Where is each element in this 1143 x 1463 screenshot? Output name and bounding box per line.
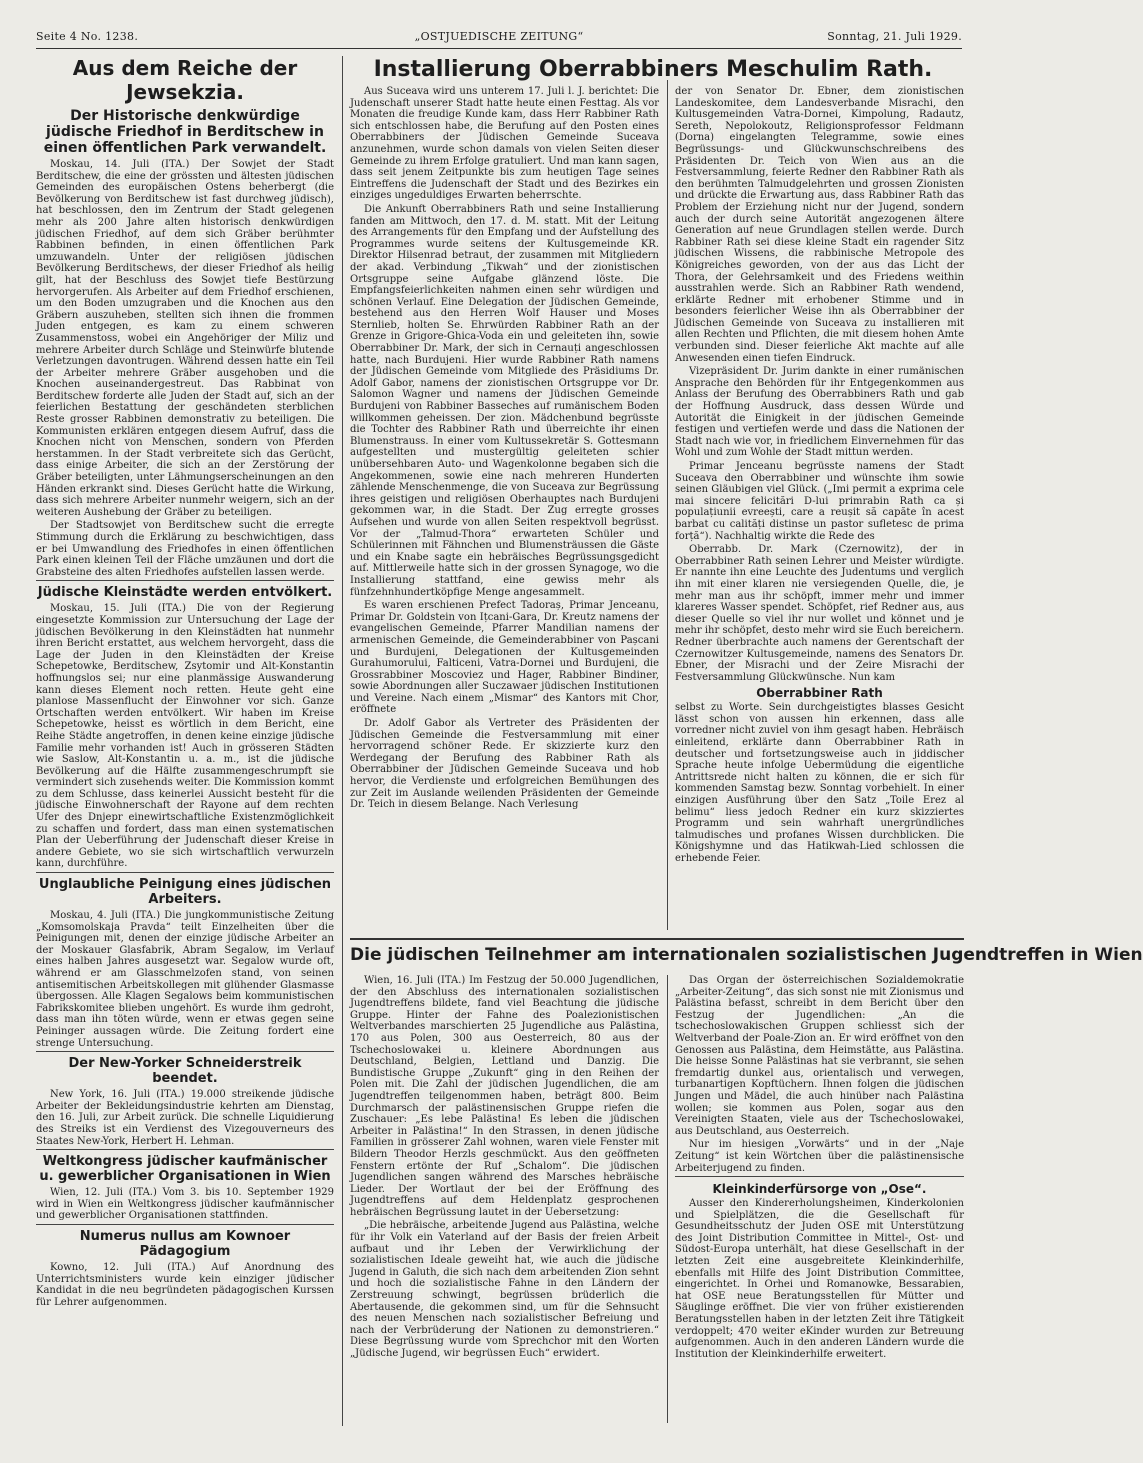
column-rule-2 [667, 80, 668, 930]
divider [36, 1149, 334, 1150]
divider [36, 580, 334, 581]
article-title-schneiderstreik: Der New-Yorker Schneiderstreik beendet. [68, 1056, 302, 1087]
newspaper-name: „OSTJUEDISCHE ZEITUNG“ [414, 30, 584, 43]
running-header [36, 30, 962, 48]
article-body: Nur im hiesigen „Vorwärts“ und in der „Naje Zeitung“ ist kein Wörtchen über die palästinensische Arbeiterjugend zu finden. [675, 1139, 964, 1174]
column-rule-3 [667, 975, 668, 1423]
article-body: Dr. Adolf Gabor als Vertreter des Präsidenten der Jüdischen Gemeinde die Festversammlung mit einer hervorragend schöner Rede. Er skizzierte kurz den Werdegang der Berufung des Rabbiner Rath als Oberrabbiner der Jüdischen Gemeinde Suceava und hob hervor, die Verdienste und erfolgreichen Bemühungen des zur Zeit im Auslande weilenden Präsidenten der Gemeinde Dr. Teich in diesem Belange. Nach Verlesung [350, 718, 659, 811]
article-body: Primar Jenceanu begrüsste namens der Stadt Suceava den Oberrabbiner und wünschte ihm sowie seinen Gläubigen viel Glück. („Imi permit a exprima cele mai sincere felicitări D-lui primrabin Rath ca și populațiunii evreești, care a reușit să capăte în acest barbat cu calități distinse un pastor sufletesc de prima forță“). Nachhaltig wirkte die Rede des [675, 461, 964, 542]
article-body: Vizepräsident Dr. Jurim dankte in einer rumänischen Ansprache den Behörden für ihr Entgegenkommen aus Anlass der Berufung des Oberrabbiners Rath und gab der Hoffnung Ausdruck, dass dessen Würde und Autorität die Einigkeit in der jüdischen Gemeinde festigen und vertiefen werde und dass die Nationen der Stadt nach wie vor, in friedlichem Einvernehmen für das Wohl und zum Wohle der Stadt mittun werden. [675, 366, 964, 459]
article-title-jugendtreffen: Die jüdischen Teilnehmer am internationalen sozialistischen Jugendtreffen in Wien [350, 945, 1143, 965]
article-body: New York, 16. Juli (ITA.) 19.000 streikende jüdische Arbeiter der Bekleidungsindustrie kehrten am Dienstag, den 16. Juli, zur Arbeit zurück. Die schnelle Liquidierung des Streiks ist ein Verdienst des Vizegouverneurs des Staates New-York, Herbert H. Lehman. [36, 1089, 334, 1147]
header-rule [36, 48, 962, 49]
section-heading: Aus dem Reiche der Jewsekzia. [72, 56, 298, 104]
article-body: Es waren erschienen Prefect Tadoraș, Primar Jenceanu, Primar Dr. Goldstein von Ițcani-Gara, Dr. Kreutz namens der evangelischen Gemeinde, Pfarrer Mandilian namens der armenischen Gemeinde, die Gemeinderabbiner von Pașcani und Burdujeni, Delegationen der Kultusgemeinden Gurahumorului, Falticeni, Vatra-Dornei und Burdujeni, die Grossrabbiner Moscoviez und Hager, Rabbiner Bindiner, sowie Abordnungen aller Suczawaer jüdischen Institutionen und Vereine. Nach einem „Mismar“ des Kantors mit Chor, eröffnete [350, 600, 659, 716]
divider [36, 1051, 334, 1052]
article-body: der von Senator Dr. Ebner, dem zionistischen Landeskomitee, dem Landesverbande Misrachi, den Kultusgemeinden Vatra-Dornei, Kimpolung, Radautz, Sereth, Nepolokoutz, Religionsprofessor Feldmann (Dornа) eingelangten Telegramme, sowie eines Begrüssungs- und Glückwunschschreibens des Präsidenten Dr. Teich von Wien aus an die Festversammlung, feierte Redner den Rabbiner Rath als den berühmten Talmudgelehrten und grossen Zionisten und drückte die Erwartung aus, dass Rabbiner Rath das Problem der Erziehung nicht nur der Jugend, sondern auch der durch seine Autorität angezogenen ältere Generation auf neue Grundlagen stellen werde. Durch Rabbiner Rath sei diese kleine Stadt ein ragender Sitz jüdischen Wissens, die rabbinische Metropole des Königreiches geworden, von der aus das Licht der Thora, der Gelehrsamkeit und des Friedens weithin ausstrahlen werde. Sich an Rabbiner Rath wendend, erklärte Redner mit erhobener Stimme und in besonders feierlicher Weise ihn als Oberrabbiner der Jüdischen Gemeinde von Suceava zu installieren mit allen Rechten und Pflichten, die mit diesem hohen Amte verbunden sind. Dieser feierliche Akt machte auf alle Anwesenden einen tiefen Eindruck. [675, 86, 964, 364]
youth-column-right [675, 975, 964, 1425]
article-title-berditschew: Der Historische denkwürdige jüdische Friedhof in Berditschew in einen öffentlichen Park verwandelt. [43, 108, 327, 156]
article-body: Ausser den Kindererholungsheimen, Kinderkolonien und Spielplätzen, die die Gesellschaft für Gesundheitsschutz der Juden OSE mit Unterstützung des Joint Distribution Committee in Mittel-, Ost- und Südost-Europa unterhält, hat diese Gesellschaft in der letzten Zeit eine ausgebreitete Kleinkinderhilfe, ebenfalls mit Hilfe des Joint Distribution Committee, eingerichtet. In Orhei und Romanowke, Bessarabien, hat OSE neue Beratungsstellen für Mütter und Säuglinge eröffnet. Die vier von früher existierenden Beratungsstellen haben in der letzten Zeit ihre Tätigkeit verdoppelt; 470 weiter eKinder wurden zur Betreuung aufgenommen. Auch in den anderen Ländern wurde die Institution der Kleinkinderhilfe erweitert. [675, 1198, 964, 1360]
issue-date: Sonntag, 21. Juli 1929. [827, 30, 962, 43]
page-number: Seite 4 No. 1238. [36, 30, 139, 43]
article-body: Die Ankunft Oberrabbiners Rath und seine Installierung fanden am Mittwoch, den 17. d. M. statt. Mit der Leitung des Arrangements für den Empfang und der Aufstellung des Programmes wurde seitens der Kultusgemeinde KR. Direktor Hilsenrad betraut, der zusammen mit Mitgliedern der akad. Verbindung „Tikwah“ und der zionistischen Ortsgruppe seine Aufgabe glänzend löste. Die Empfangsfeierlichkeiten nahmen einen sehr würdigen und schönen Verlauf. Eine Delegation der Jüdischen Gemeinde, bestehend aus den Herren Wolf Hauser und Moses Sternlieb, holten Se. Ehrwürden Rabbiner Rath an der Grenze in Grigore-Ghica-Voda ein und geleiteten ihn, sowie Oberrabbiner Dr. Mark, der sich in Cernauți angeschlossen hatte, nach Burdujeni. Hier wurde Rabbiner Rath namens der Jüdischen Gemeinde vom Mitgliede des Präsidiums Dr. Adolf Gabor, namens der zionistischen Ortsgruppe vor Dr. Salomon Wagner und namens der Jüdischen Gemeinde Burdujeni von Rabbiner Basseches auf rumänischem Boden willkommen geheissen. Der zion. Mädchenbund begrüsste die Tochter des Rabbiner Rath und überreichte ihr einen Blumenstrauss. In einer vom Kultussekretär S. Gottesmann aufgestellten und mustergültig geleiteten schier unübersehbaren Auto- und Wagenkolonne begaben sich die Angekommenen, sowie eine nach mehreren Hunderten zählende Menschenmenge, die von Suceava zur Begrüssung ihres geistigen und religiösen Oberhauptes nach Burdujeni gekommen war, in die Stadt. Der Zug erregte grosses Aufsehen und wurde von allen Seiten respektvoll begrüsst. Vor der „Talmud-Thora“ erwarteten Schüler und Schülerinnen mit Fähnchen und Blumensträussen die Gäste und ein Knabe sagte ein hebräisches Begrüssungsgedicht auf. Mittlerweile hatte sich in der grossen Synagoge, wo die Installierung stattfand, eine gewiss mehr als fünfzehnhundertköpfige Menge angesammelt. [350, 203, 659, 598]
column-1 [36, 56, 334, 1426]
article-body: selbst zu Worte. Sein durchgeistigtes blasses Gesicht lässt schon von aussen hin erkennen, dass alle vorredner nicht zuviel von ihm gesagt haben. Hebräisch einleitend, erklärte dann Oberrabbiner Rath in deutscher und fortsetzungsweise auch in jiddischer Sprache heute infolge Uebermüdung die eigentliche Antrittsrede nicht halten zu können, die er sich für kommenden Samstag bezw. Sonntag vorbehielt. In einer einzigen Ausführung über den Satz „Toile Erez al belimu“ liess jedoch Redner ein kurz skizziertes Programm und sein wahrhaft unergründliches talmudisches und profanes Wissen durchblicken. Die Königshymne und das Hatikwah-Lied schlossen die erhebende Feier. [675, 702, 964, 864]
article-body: „Die hebräische, arbeitende Jugend aus Palästina, welche für ihr Volk ein Vaterland auf der Basis der freien Arbeit aufbaut und ihr Leben der Verwirklichung der sozialistischen Ideale geweiht hat, wie auch die jüdische Jugend in Galuth, die sich nach dem arbeitenden Zion sehnt und hoch die sozialistische Fahne in den Ländern der Zerstreuung schwingt, begrüssen brüderlich die Abertausende, die gekommen sind, um für die Sehnsucht des neuen Menschen nach sozialistischer Befreiung und nach der Verbrüderung der Nationen zu demonstrieren.“ Diese Begrüssung wurde vom Sprechchor mit den Worten „Jüdische Jugend, wir begrüssen Euch“ erwidert. [350, 1220, 659, 1359]
divider [675, 1176, 964, 1177]
subheading-oberrabbiner-rath: Oberrabbiner Rath [756, 686, 883, 701]
article-body: Moskau, 4. Juli (ITA.) Die jungkommunistische Zeitung „Komsomolskaja Pravda“ teilt Einzelheiten über die Peinigungen mit, denen der einzige jüdische Arbeiter an der Moskauer Glasfabrik, Abram Segalow, im Verlauf eines halben Jahres ausgesetzt war. Segalow wurde oft, während er am Glasschmelzofen stand, von seinen antisemitischen Arbeitskollegen mit glühender Glasmasse übergossen. Alle Klagen Segalows beim kommunistischen Fabrikskomitee blieben ungehört. Es wurde ihm gedroht, dass man ihn töten würde, wenn er etwas gegen seine Peininger aussagen würde. Die Zeitung fordert eine strenge Untersuchung. [36, 910, 334, 1049]
article-title-peinigung: Unglaubliche Peinigung eines jüdischen Arbeiters. [38, 877, 332, 908]
divider [36, 1224, 334, 1225]
article-body: Wien, 12. Juli (ITA.) Vom 3. bis 10. September 1929 wird in Wien ein Weltkongress jüdischer kaufmännischer und gewerblicher Organisationen stattfinden. [36, 1187, 334, 1222]
article-body: Aus Suceava wird uns unterem 17. Juli l. J. berichtet: Die Judenschaft unserer Stadt hatte heute einen Festtag. Als vor Monaten die freudige Kunde kam, dass Herr Rabbiner Rath sich entschlossen habe, die Berufung auf den Posten eines Oberrabbiners der Jüdischen Gemeinde Suceava anzunehmen, wurde schon damals von vielen Seiten dieser Gemeinde zu ihrem Erfolge gratuliert. Und man kann sagen, dass seit jenem Zeitpunkte bis zum heutigen Tage seines Eintreffens die Judenschaft der Stadt und des Bezirkes ein einziges ungeduldiges Erwarten beherrschte. [350, 86, 659, 202]
article-body: Kowno, 12. Juli (ITA.) Auf Anordnung des Unterrichtsministers wurde kein einziger jüdischer Kandidat in die neu begründeten pädagogischen Kurssen für Lehrer aufgenommen. [36, 1261, 334, 1308]
rath-column-left [350, 86, 659, 932]
article-body: Moskau, 15. Juli (ITA.) Die von der Regierung eingesetzte Kommission zur Untersuchung der Lage der jüdischen Bevölkerung in den Kleinstädten hat nunmehr ihren Bericht erstattet, aus welchem hervorgeht, dass die Lage der Juden in den Kleinstädten der Kreise Schepetowke, Berditschew, Zsytomir und Alt-Konstantin hoffnungslos sei; nur eine planmässige Auswanderung kann dieses Element noch retten. Heute geht eine planlose Massenflucht der Einwohner vor sich. Ganze Ortschaften werden entvölkert. Wir haben im Kreise Schepetowke, heisst es wörtlich in dem Bericht, eine Reihe Städte angetroffen, in denen keine einzige jüdische Familie mehr vorhanden ist! Auch in grösseren Städten wie Saslow, Alt-Konstantin u. a. m., ist die jüdische Bevölkerung auf die Hälfte zusammengeschrumpft sie vermindert sich zusehends weiter. Die Kommission kommt zu dem Schlusse, dass keinerlei Aussicht besteht für die jüdische Einwohnerschaft der Rayone auf dem rechten Ufer des Dnjepr einewirtschaftliche Existenzmöglichkeit zu schaffen und fordert, dass man einen systematischen Plan der Ueberführung der Judenschaft dieser Kreise in andere Gebiete, wo sie sich wirtschaftlich verwurzeln kann, durchführe. [36, 603, 334, 870]
article-body: Oberrabb. Dr. Mark (Czernowitz), der in Oberrabbiner Rath seinen Lehrer und Meister würdigte. Er nannte ihn eine Leuchte des Judentums und verglich ihn mit einer klaren nie versiegenden Quelle, die, je mehr man aus ihr schöpft, immer mehr und immer klareres Wasser spendet. Schöpfet, rief Redner aus, aus dieser Quelle so viel ihr nur wollet und könnet und je mehr ihr schöpfet, desto mehr wird sie Euch bereichern. Redner überbrachte auch namens der Gerentschaft der Czernowitzer Kultusgemeinde, namens des Senators Dr. Ebner, der Misrachi und der Zeire Misrachi der Festversammlung Glückwünsche. Nun kam [675, 544, 964, 683]
column-rule-1 [342, 56, 343, 1426]
article-body: Moskau, 14. Juli (ITA.) Der Sowjet der Stadt Berditschew, die eine der grössten und ältesten jüdischen Gemeinden des europäischen Ostens beherbergt (die Bevölkerung von Berditschew ist fast durchweg jüdisch), hat beschlossen, den im Zentrum der Stadt gelegenen mehr als 200 Jahre alten historisch denkwürdigen jüdischen Friedhof, auf dem sich Gräber berühmter Rabbinen befinden, in einen öffentlichen Park umzuwandeln. Unter der religiösen jüdischen Bevölkerung Berditschews, der dieser Friedhof als heilig gilt, hat der Beschluss des Sowjet tiefe Bestürzung hervorgerufen. Als Arbeiter auf dem Friedhof erschienen, um den Boden umzugraben und die Knochen aus den Gräbern auszuheben, stellten sich ihnen die frommen Juden entgegen, es kam zu einem schweren Zusammenstoss, wobei ein Angehöriger der Miliz und mehrere Arbeiter durch Schläge und Steinwürfe blutende Verletzungen davontrugen. Während dessen hatte ein Teil der Arbeiter mehrere Gräber ausgehoben und die Knochen auseinandergestreut. Das Rabbinat von Berditschew forderte alle Juden der Stadt auf, sich an der feierlichen Bestattung der geschändeten sterblichen Reste grosser Rabbinen demonstrativ zu beteiligen. Die Kommunisten erklären entgegen diesem Aufruf, dass die Knochen nicht von Menschen, sondern von Pferden herstammen. In der Stadt verbreitete sich das Gerücht, dass einige Arbeiter, die sich an der Zerstörung der Gräber beteiligten, unter Lähmungserscheinungen an den Händen erkrankt sind. Dieses Gerücht hatte die Wirkung, dass sich mehrere Arbeiter nunmehr weigern, sich an der weiteren Aushebung der Gräber zu beteiligen. [36, 159, 334, 518]
article-body: Der Stadtsowjet von Berditschew sucht die erregte Stimmung durch die Erklärung zu beschwichtigen, dass er bei Umwandlung des Friedhofes in einen öffentlichen Park einen kleinen Teil der Fläche umzäunen und dort die Grabsteine des alten Friedhofes aufstellen lassen werde. [36, 520, 334, 578]
article-body: Das Organ der österreichischen Sozialdemokratie „Arbeiter-Zeitung“, das sich sonst nie mit Zionismus und Palästina befasst, schreibt in dem Bericht über den Festzug der Jugendlichen: „An die tschechoslowakischen Gruppen schliesst sich der Weltverband der Poale-Zion an. Er wird eröffnet von den Genossen aus Palästina, dem Heimstätte, aus Palästina. Die heisse Sonne Palästinas hat sie verbrannt, sie sehen fremdartig dunkel aus, orientalisch und verwegen, turbanartigen Kopftüchern. Ihnen folgen die jüdischen Jungen und Mädel, die auch hinüber nach Palästina wollen; sie kommen aus Polen, sogar aus den Vereinigten Staaten, viele aus der Tschechoslowakei, aus Deutschland, aus Oesterreich. [675, 975, 964, 1137]
article-title-kleinstaedte: Jüdische Kleinstädte werden entvölkert. [37, 585, 333, 601]
divider [36, 872, 334, 873]
article-title-numerus-nullus: Numerus nullus am Kownoer Pädagogium [79, 1228, 291, 1259]
article-body: Wien, 16. Juli (ITA.) Im Festzug der 50.000 Jugendlichen, der den Abschluss des internationalen sozialistischen Jugendtreffens bildete, fand viel Beachtung die jüdische Gruppe. Hinter der Fahne des Poalezionistischen Weltverbandes marschierten 25 Jugendliche aus Palästina, 170 aus Polen, 300 aus Oesterreich, 80 aus der Tschechoslowakei u. kleinere Abordnungen aus Deutschland, Belgien, Lettland und Danzig. Die Bundistische Gruppe „Zukunft“ ging in den Reihen der Polen mit. Die Zahl der jüdischen Jugendlichen, die am Jugendtreffen teilgenommen haben, beträgt 800. Beim Durchmarsch der palästinensischen Gruppe riefen die Zuschauer: „Es lebe Palästina! Es leben die jüdischen Arbeiter in Palästina!“ In den Strassen, in denen jüdische Familien in grösserer Zahl wohnen, waren viele Fenster mit Bildern Theodor Herzls geschmückt. Aus den geöffneten Fenstern ertönte der Ruf „Schalom“. Die jüdischen Jugendlichen sangen während des Marsches hebräische Lieder. Der Wortlaut der bei der Eröffnung des Jugendtreffens auf dem Heldenplatz gesprochenen hebräischen Begrüssung lautet in der Uebersetzung: [350, 975, 659, 1218]
article-title-weltkongress: Weltkongress jüdischer kaufmänischer u. gewerblicher Organisationen in Wien [39, 1154, 331, 1185]
article-title-rath: Installierung Oberrabbiners Meschulim Rath. [373, 57, 933, 82]
article-separator [350, 938, 964, 940]
article-title-ose: Kleinkinderfürsorge von „Ose“. [712, 1182, 927, 1197]
youth-column-left [350, 975, 659, 1425]
rath-column-right [675, 86, 964, 932]
